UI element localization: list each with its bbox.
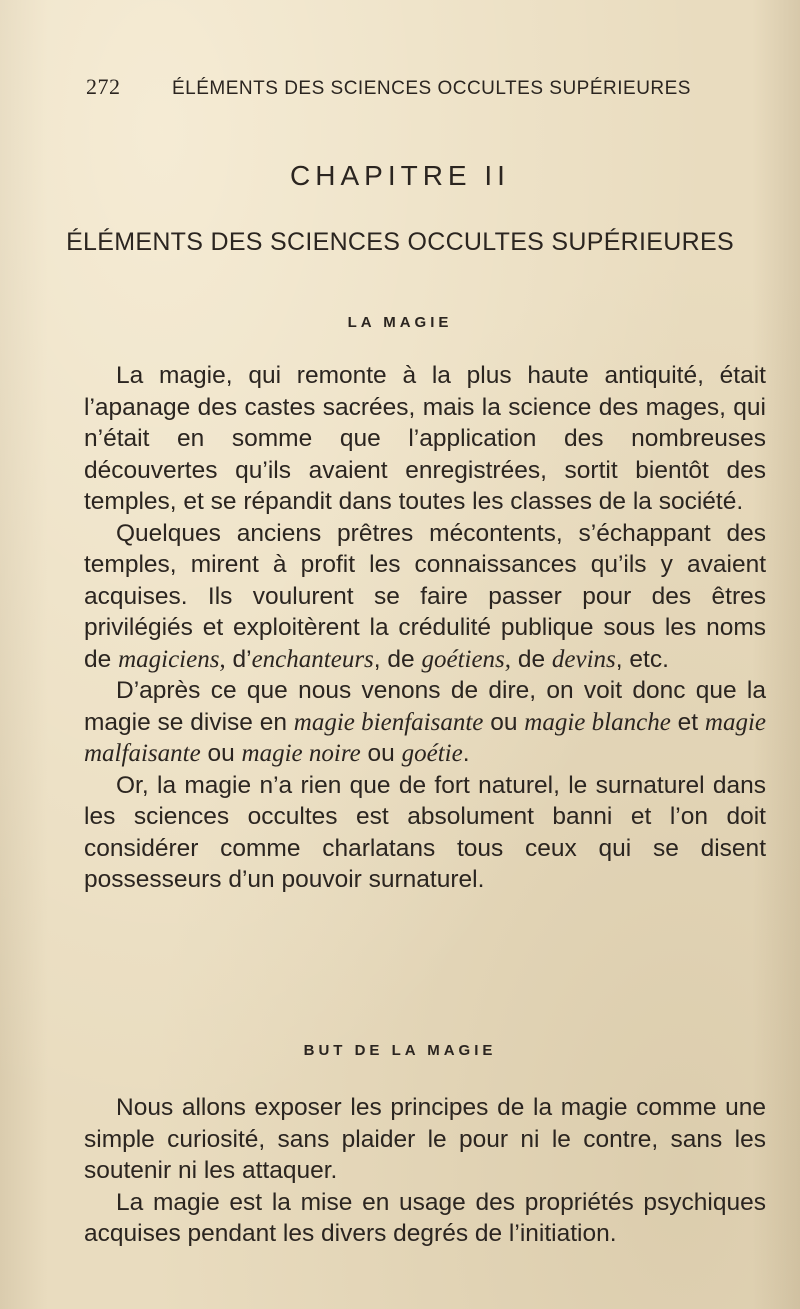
paragraph: Nous allons exposer les principes de la magie comme une simple curiosité, sans plaider le pour ni le contre, sans les soutenir ni les attaquer.	[84, 1094, 766, 1184]
paragraph: Or, la magie n’a rien que de fort naturel, le surnaturel dans les sciences occultes est absolument banni et l’on doit considérer comme charlatans tous ceux qui se disent possesseurs d’un pouvoir surnaturel.	[84, 771, 766, 893]
section-body-la-magie	[84, 360, 766, 896]
italic-term: magie noire	[241, 740, 361, 767]
text-run: .	[462, 740, 470, 767]
text-run: d’	[225, 645, 252, 673]
section-heading-la-magie: LA MAGIE	[347, 314, 453, 331]
italic-term: magie malfaisante	[84, 708, 766, 767]
section-heading-but-de-la-magie: BUT DE LA MAGIE	[303, 1042, 497, 1059]
text-run: Quelques anciens prêtres mécontents, s’échappant des temples, mirent à profit les connaissances qu’ils y avaient acquises. Ils voulurent se faire passer pour des êtres privilégiés et exploitèrent la crédulité publique sous les noms de	[84, 519, 766, 673]
paragraph: La magie est la mise en usage des propriétés psychiques acquises pendant les divers degrés de l’initiation.	[84, 1188, 766, 1247]
page-number: 272	[86, 74, 121, 99]
chapter-title: ÉLÉMENTS DES SCIENCES OCCULTES SUPÉRIEURES	[66, 228, 734, 256]
italic-term: magie blanche	[524, 708, 671, 736]
italic-term: devins	[551, 645, 616, 673]
text-run: de	[511, 645, 552, 673]
paragraph	[84, 518, 766, 676]
text-run: , de	[373, 645, 422, 673]
italic-term: magiciens,	[118, 645, 226, 673]
text-run: et	[670, 708, 705, 736]
italic-term: magie bienfaisante	[293, 708, 484, 736]
running-head-title: ÉLÉMENTS DES SCIENCES OCCULTES SUPÉRIEURES	[172, 78, 691, 99]
italic-term: goétie	[401, 740, 463, 767]
section-body-but-de-la-magie	[84, 1092, 766, 1250]
text-run: ou	[483, 708, 525, 736]
text-run: ou	[200, 740, 242, 767]
text-run: , etc.	[615, 645, 669, 673]
text-run: ou	[360, 740, 402, 767]
chapter-label: CHAPITRE II	[290, 160, 510, 191]
text-run: D’après ce que nous venons de dire, on voit donc que la magie se divise en	[84, 677, 766, 736]
paragraph: La magie, qui remonte à la plus haute antiquité, était l’apanage des castes sacrées, mais la science des mages, qui n’était en somme que l’application des nombreuses découvertes qu’ils avaient enregistrées, sortit bientôt des temples, et se répandit dans toutes les classes de la société.	[84, 362, 766, 515]
running-head	[86, 74, 706, 100]
italic-term: goétiens,	[421, 645, 512, 673]
italic-term: enchanteurs	[251, 645, 374, 673]
paragraph	[84, 675, 766, 770]
